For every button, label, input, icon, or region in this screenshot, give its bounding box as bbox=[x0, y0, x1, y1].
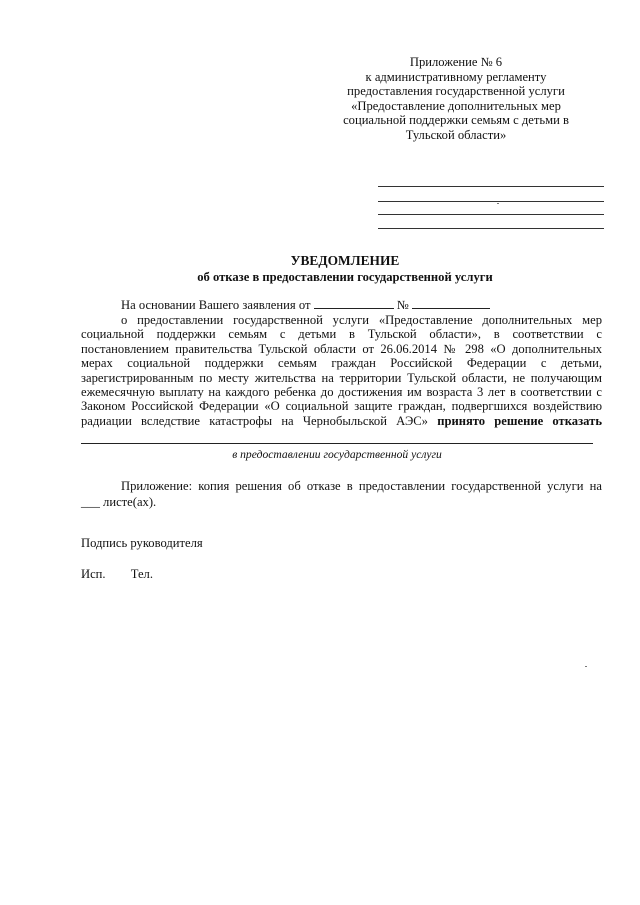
document-subtitle: об отказе в предоставлении государственной услуги bbox=[197, 270, 493, 284]
phone-label: Тел. bbox=[130, 567, 153, 581]
addressee-line bbox=[378, 214, 604, 215]
addressee-line bbox=[378, 228, 604, 229]
body-line: мерах социальной поддержки семьям граждан Российской Федерации с детьми, bbox=[81, 356, 602, 371]
scan-speck bbox=[585, 666, 587, 667]
body-last-line bbox=[81, 414, 602, 428]
executor-label: Исп. bbox=[81, 567, 106, 581]
annex-header bbox=[340, 55, 572, 143]
body-line: зарегистрированным по месту жительства на территории Тульской области, не получающим bbox=[81, 370, 602, 385]
application-date-field[interactable] bbox=[314, 297, 394, 309]
attachment-line: Приложение: копия решения об отказе в предоставлении государственной услуги на bbox=[121, 479, 602, 493]
body-line: ежемесячную выплату на каждого ребенка до достижения им возраста 3 лет в соответствии с bbox=[81, 384, 602, 399]
decision-text: принято решение отказать bbox=[437, 413, 602, 428]
addressee-line bbox=[378, 186, 604, 187]
annex-line: Приложение № 6 bbox=[409, 55, 503, 69]
body-line-text: радиации вследствие катастрофы на Чернобыльской АЭС» bbox=[81, 413, 428, 428]
annex-line: социальной поддержки семьям с детьми в bbox=[343, 113, 569, 128]
basis-prefix: На основании Вашего заявления от bbox=[121, 298, 311, 312]
notice-body bbox=[81, 313, 602, 428]
pages-blank[interactable]: ___ bbox=[81, 495, 100, 509]
attachment-block bbox=[81, 478, 602, 510]
number-sign: № bbox=[396, 298, 409, 312]
annex-line: Тульской области» bbox=[405, 127, 507, 142]
body-line: Законом Российской Федерации «О социальной защите граждан, подвергшихся воздействию bbox=[81, 399, 602, 414]
decision-rule bbox=[81, 443, 593, 444]
pages-suffix: листе(ах). bbox=[103, 495, 157, 509]
body-line: социальной поддержки семьям с детьми в Тульской области», в соответствии с bbox=[81, 327, 602, 342]
body-line: постановлением правительства Тульской области от 26.06.2014 № 298 «О дополнительных bbox=[81, 341, 602, 356]
body-line: о предоставлении государственной услуги «Предоставление дополнительных мер bbox=[121, 313, 602, 327]
annex-line: к административному регламенту bbox=[365, 69, 547, 84]
decision-hint: в предоставлении государственной услуги bbox=[232, 448, 442, 461]
annex-line: предоставления государственной услуги bbox=[347, 84, 565, 99]
scan-speck bbox=[497, 203, 499, 204]
annex-line: «Предоставление дополнительных мер bbox=[351, 98, 561, 113]
attachment-pages-line bbox=[81, 494, 602, 510]
basis-line bbox=[121, 297, 490, 313]
application-number-field[interactable] bbox=[412, 297, 490, 309]
document-title: УВЕДОМЛЕНИЕ bbox=[290, 253, 400, 268]
executor-line bbox=[81, 567, 153, 582]
signature-label: Подпись руководителя bbox=[81, 536, 203, 550]
addressee-line bbox=[378, 201, 604, 202]
